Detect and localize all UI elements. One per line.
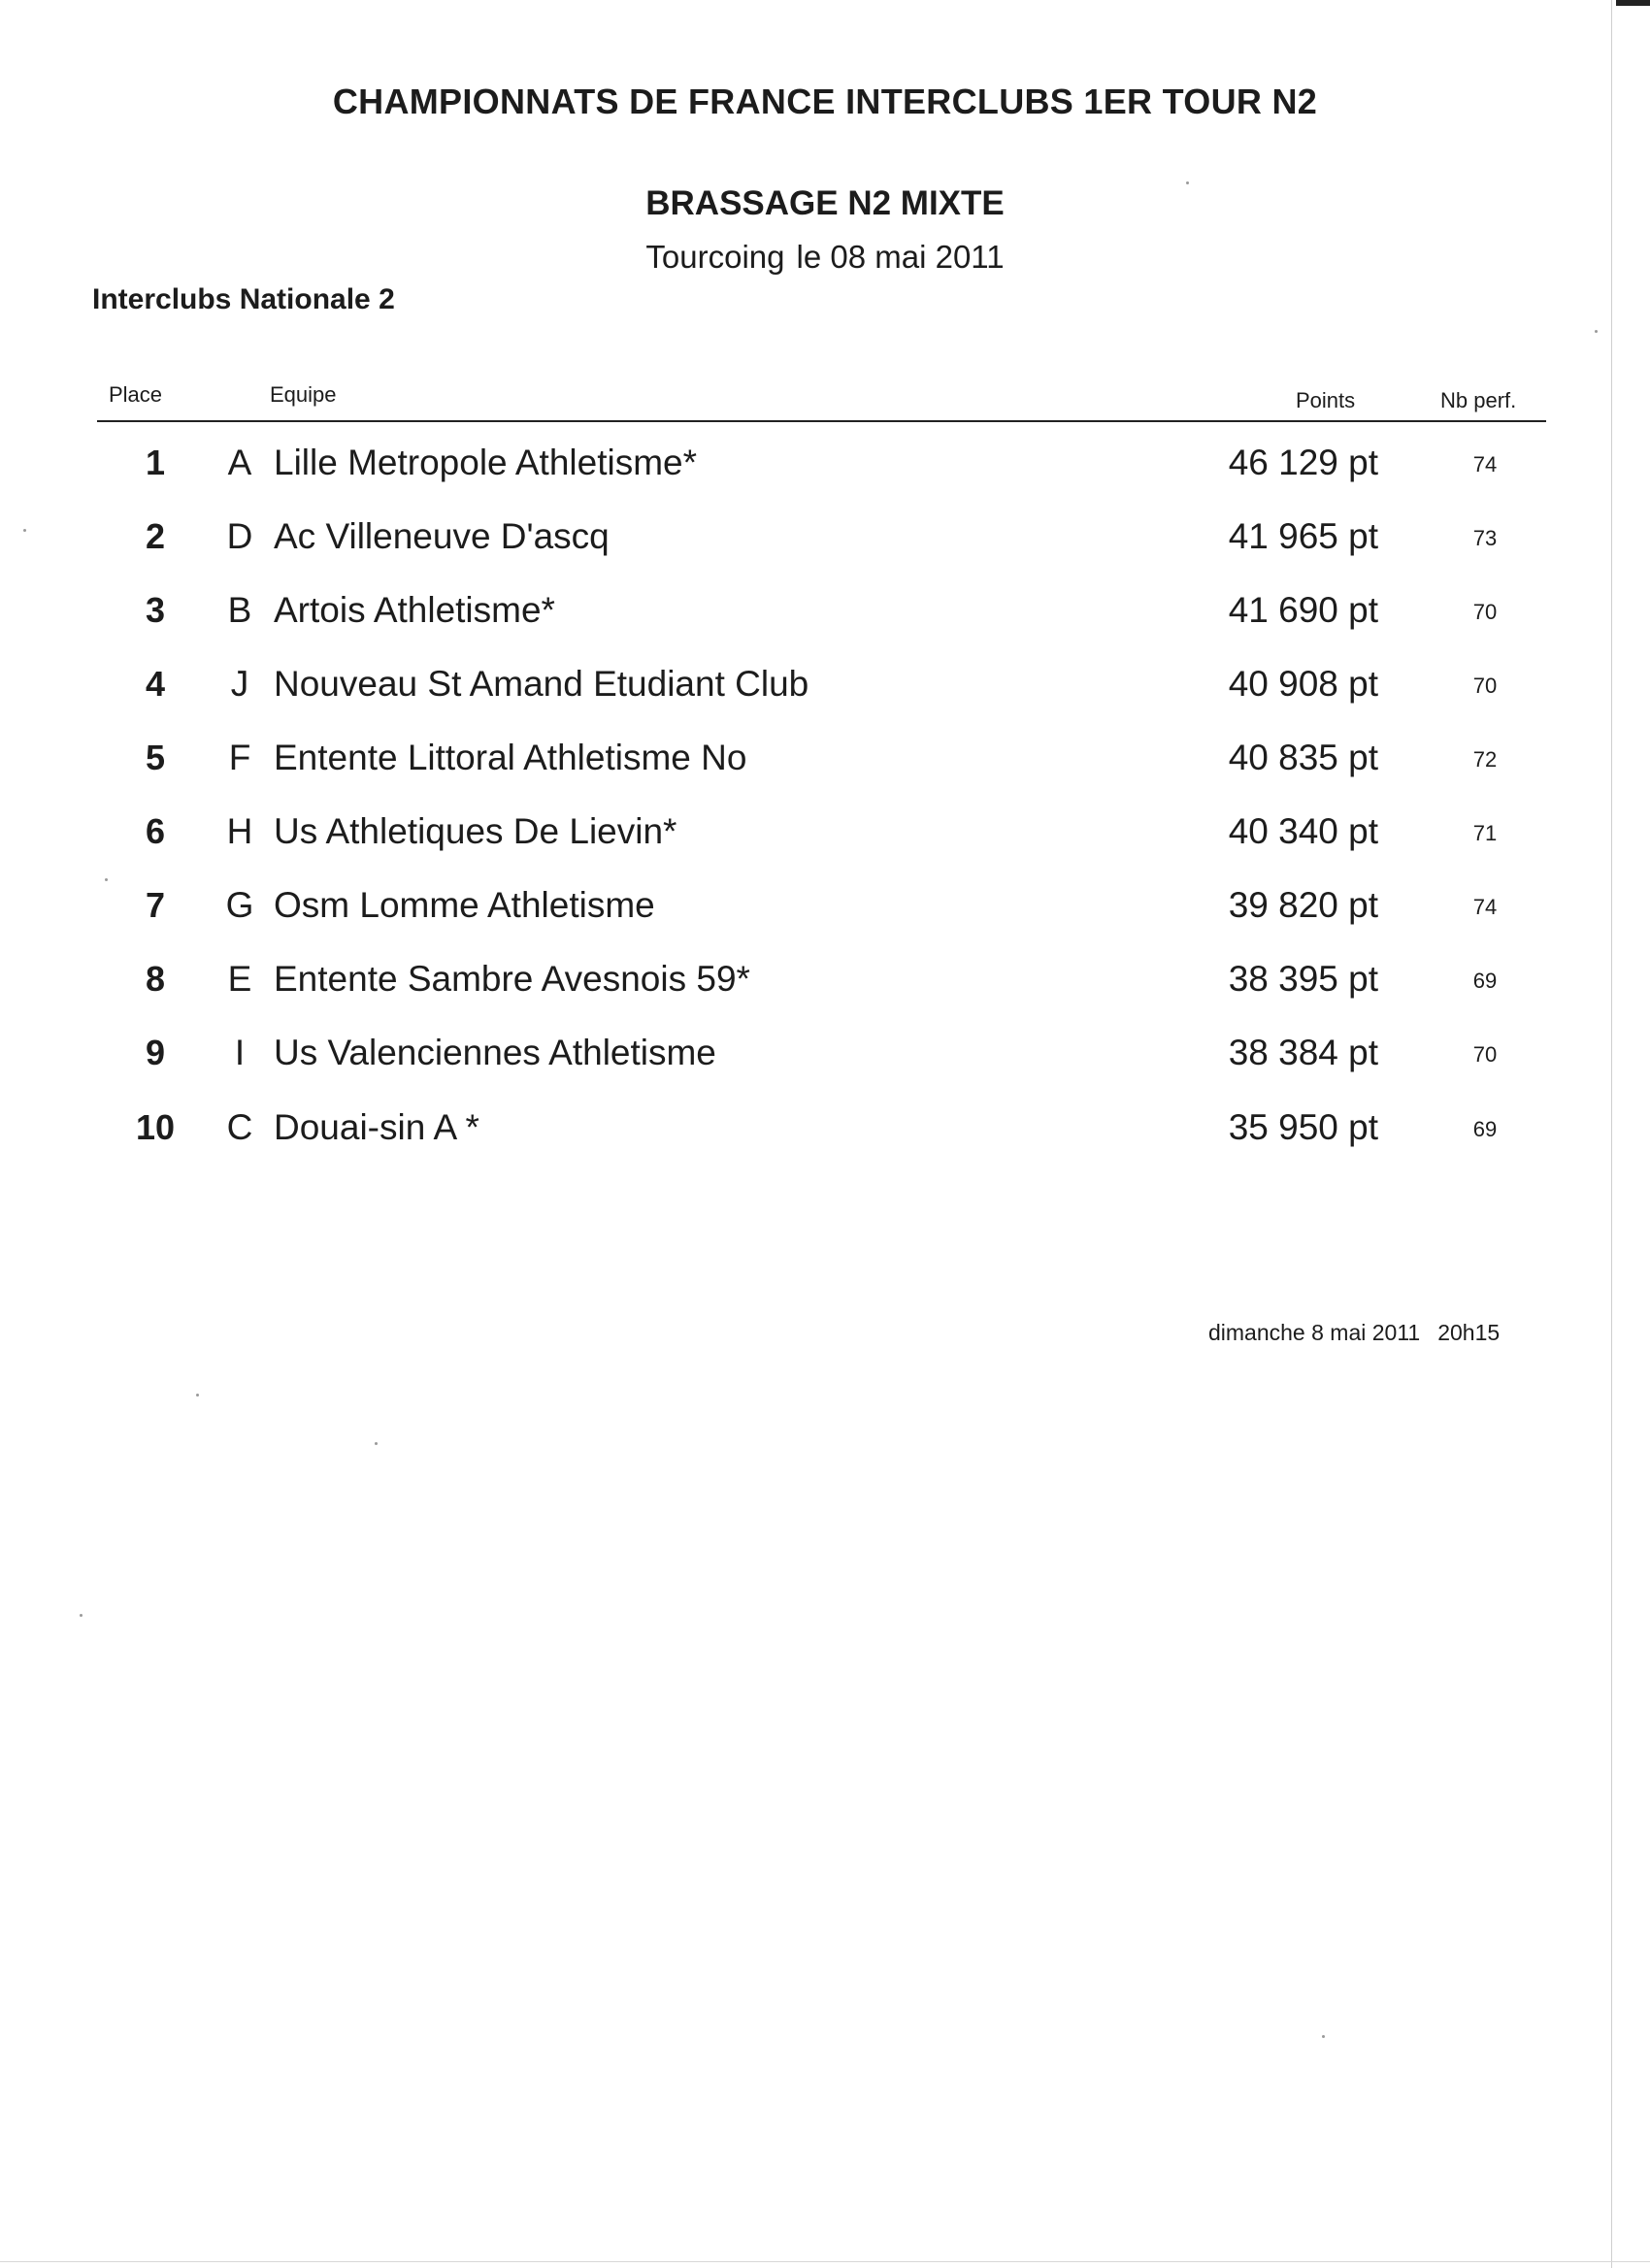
- table-row: [0, 516, 1650, 575]
- scan-speck: [1322, 2035, 1325, 2038]
- row-place: 10: [135, 1107, 176, 1147]
- row-points: 46 129 pt: [1228, 443, 1378, 482]
- footer-time: 20h15: [1437, 1320, 1501, 1345]
- table-row: [0, 664, 1650, 722]
- row-nb-perf: 70: [1472, 674, 1498, 698]
- table-row: [0, 959, 1650, 1017]
- table-row: [0, 1107, 1650, 1166]
- row-team: Entente Sambre Avesnois 59*: [274, 959, 750, 999]
- header-divider: [97, 420, 1546, 422]
- venue-date: le 08 mai 2011: [796, 239, 1005, 275]
- row-nb-perf: 74: [1472, 895, 1498, 919]
- row-points: 39 820 pt: [1228, 885, 1378, 925]
- column-header-nb-perf: Nb perf.: [1440, 388, 1517, 412]
- row-place: 8: [145, 959, 166, 999]
- row-team: Us Valenciennes Athletisme: [274, 1033, 716, 1072]
- row-nb-perf: 71: [1472, 821, 1498, 845]
- row-team: Osm Lomme Athletisme: [274, 885, 655, 925]
- row-nb-perf: 73: [1472, 526, 1498, 550]
- row-points: 41 690 pt: [1228, 590, 1378, 630]
- table-row: [0, 738, 1650, 796]
- document-subtitle: BRASSAGE N2 MIXTE: [645, 184, 1005, 222]
- row-points: 38 384 pt: [1228, 1033, 1378, 1072]
- scan-speck: [375, 1442, 378, 1445]
- row-letter: J: [230, 664, 249, 704]
- row-nb-perf: 70: [1472, 1042, 1498, 1067]
- row-letter: E: [227, 959, 252, 999]
- row-place: 7: [145, 885, 166, 925]
- scan-speck: [196, 1394, 199, 1397]
- row-letter: D: [226, 516, 253, 556]
- table-row: [0, 590, 1650, 648]
- row-letter: G: [225, 885, 254, 925]
- row-points: 35 950 pt: [1228, 1107, 1378, 1147]
- row-nb-perf: 69: [1472, 1117, 1498, 1141]
- table-row: [0, 811, 1650, 870]
- row-letter: H: [226, 811, 253, 851]
- row-nb-perf: 69: [1472, 969, 1498, 993]
- row-points: 40 908 pt: [1228, 664, 1378, 704]
- row-points: 40 340 pt: [1228, 811, 1378, 851]
- table-row: [0, 1033, 1650, 1091]
- row-team: Lille Metropole Athletisme*: [274, 443, 697, 482]
- row-letter: B: [227, 590, 252, 630]
- footer-date: dimanche 8 mai 2011: [1208, 1320, 1421, 1345]
- row-letter: I: [234, 1033, 246, 1072]
- row-team: Nouveau St Amand Etudiant Club: [274, 664, 809, 704]
- row-points: 38 395 pt: [1228, 959, 1378, 999]
- table-row: [0, 443, 1650, 501]
- row-place: 1: [145, 443, 166, 482]
- row-place: 2: [145, 516, 166, 556]
- scan-speck: [1186, 181, 1189, 184]
- document-title: CHAMPIONNATS DE FRANCE INTERCLUBS 1ER TOUR N2: [332, 82, 1318, 121]
- table-row: [0, 885, 1650, 943]
- scan-speck: [1595, 330, 1598, 333]
- row-team: Ac Villeneuve D'ascq: [274, 516, 610, 556]
- row-letter: C: [226, 1107, 253, 1147]
- row-letter: A: [227, 443, 252, 482]
- column-header-place: Place: [109, 382, 163, 407]
- row-place: 4: [145, 664, 166, 704]
- row-letter: F: [228, 738, 251, 777]
- footer-timestamp: [1208, 1320, 1500, 1346]
- row-place: 6: [145, 811, 166, 851]
- row-team: Douai-sin A *: [274, 1107, 479, 1147]
- row-nb-perf: 74: [1472, 452, 1498, 477]
- scan-corner-mark: [1616, 0, 1650, 6]
- column-header-points: Points: [1296, 388, 1356, 412]
- row-team: Us Athletiques De Lievin*: [274, 811, 677, 851]
- page-edge-bottom: [0, 2261, 1650, 2262]
- row-team: Entente Littoral Athletisme No: [274, 738, 747, 777]
- row-place: 3: [145, 590, 166, 630]
- scan-speck: [80, 1614, 82, 1617]
- row-place: 5: [145, 738, 166, 777]
- scan-speck: [105, 878, 108, 881]
- scan-speck: [23, 529, 26, 532]
- row-nb-perf: 70: [1472, 600, 1498, 624]
- venue-city: Tourcoing: [645, 239, 785, 275]
- row-points: 40 835 pt: [1228, 738, 1378, 777]
- column-header-equipe: Equipe: [270, 382, 337, 407]
- section-label: Interclubs Nationale 2: [92, 283, 395, 315]
- venue-line: [0, 239, 1650, 276]
- row-place: 9: [145, 1033, 166, 1072]
- row-nb-perf: 72: [1472, 747, 1498, 772]
- row-team: Artois Athletisme*: [274, 590, 555, 630]
- row-points: 41 965 pt: [1228, 516, 1378, 556]
